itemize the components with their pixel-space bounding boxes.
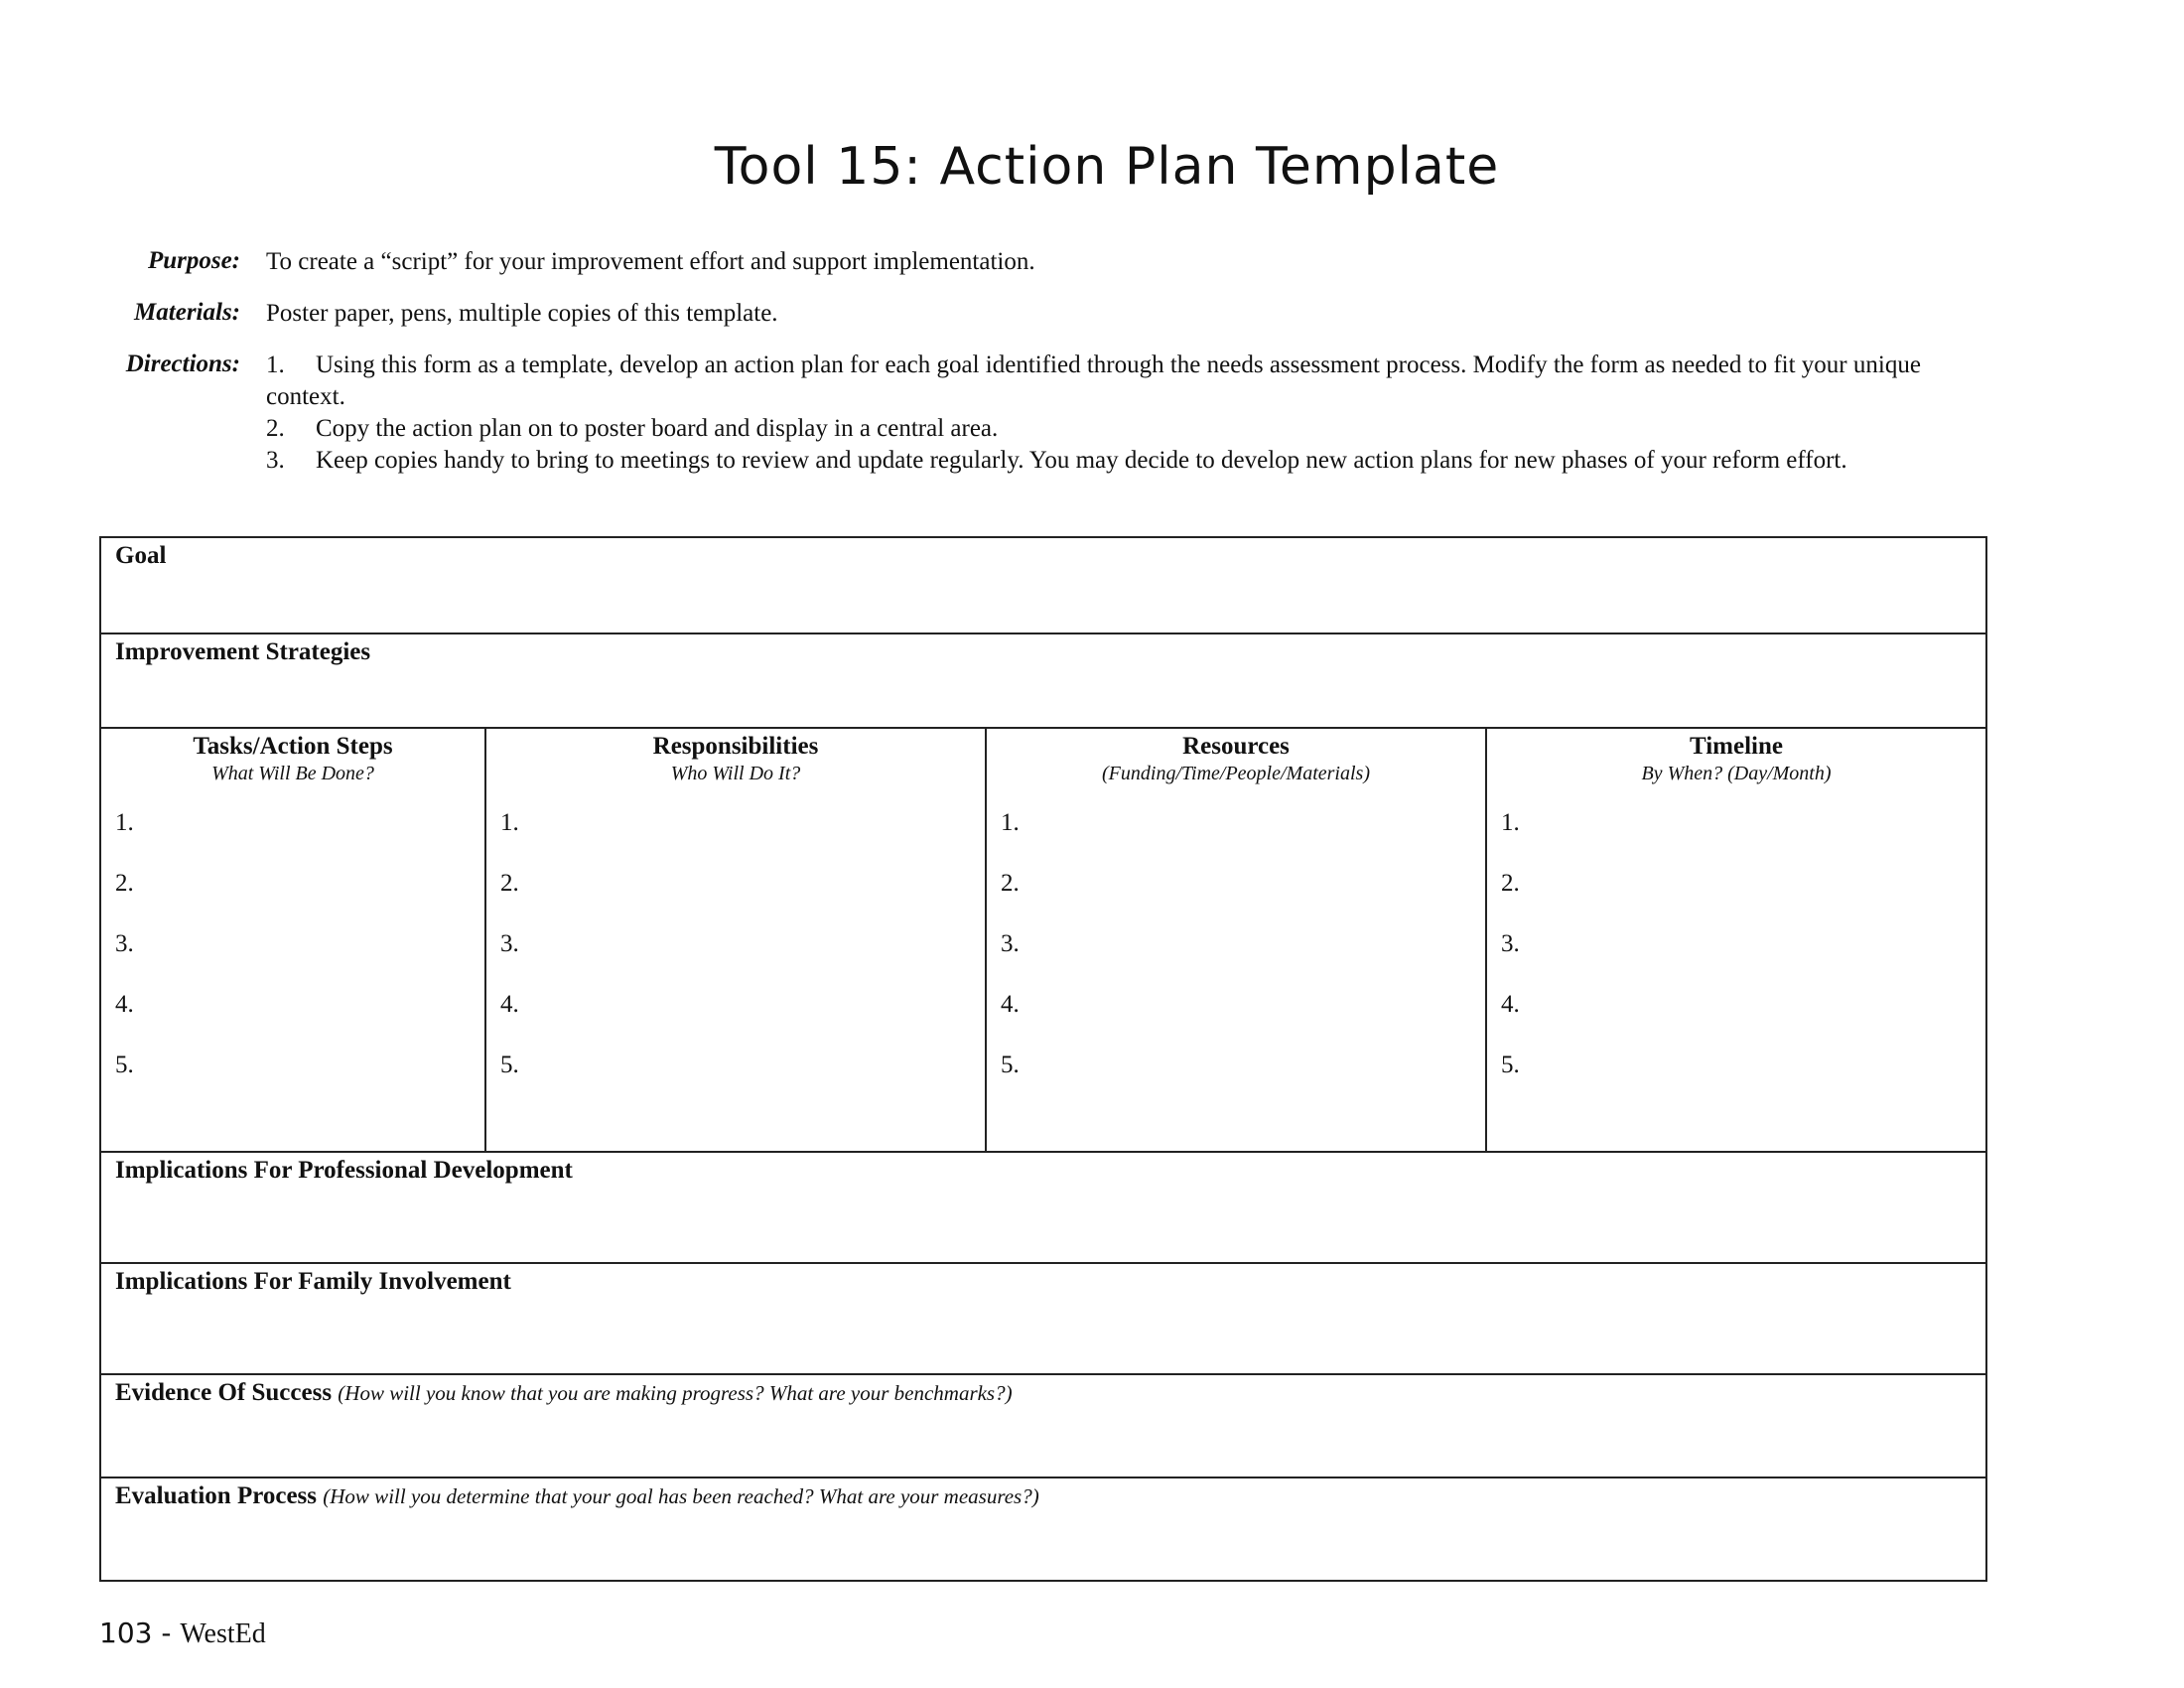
action-steps-table (101, 729, 1985, 1153)
list-item: 1. (1001, 809, 1020, 836)
list-item: 5. (500, 1052, 519, 1078)
evaluation-title: Evaluation Process (115, 1482, 318, 1509)
purpose-label: Purpose: (147, 247, 240, 274)
list-item: 3. (115, 930, 134, 957)
resources-list (987, 809, 1485, 1112)
responsibilities-column[interactable] (486, 729, 987, 1151)
evaluation-process-label (115, 1482, 1039, 1510)
directions-row (0, 350, 1985, 477)
publisher-name: WestEd (180, 1618, 266, 1649)
list-item: 5. (1501, 1052, 1520, 1078)
professional-development-label: Implications For Professional Development (115, 1157, 573, 1184)
list-item: 4. (500, 991, 519, 1018)
direction-item (266, 350, 1944, 413)
direction-number: 3. (266, 447, 285, 474)
list-item: 5. (1001, 1052, 1020, 1078)
list-item: 1. (115, 809, 134, 836)
instructions (0, 246, 1985, 496)
improvement-strategies-label: Improvement Strategies (115, 638, 371, 665)
materials-text: Poster paper, pens, multiple copies of this template. (266, 300, 778, 327)
list-item: 3. (1001, 930, 1020, 957)
list-item: 5. (115, 1052, 134, 1078)
list-item: 1. (500, 809, 519, 836)
family-involvement-label: Implications For Family Involvement (115, 1268, 511, 1295)
evidence-title: Evidence Of Success (115, 1379, 333, 1406)
purpose-text: To create a “script” for your improvement effort and support implementation. (266, 248, 1035, 275)
timeline-subheading: By When? (Day/Month) (1641, 763, 1832, 784)
timeline-list (1487, 809, 1985, 1112)
evaluation-hint: (How will you determine that your goal has been reached? What are your measures?) (323, 1484, 1039, 1508)
action-plan-form (99, 536, 1987, 1582)
timeline-column[interactable] (1487, 729, 1985, 1151)
page-number: 103 (99, 1617, 153, 1649)
list-item: 3. (500, 930, 519, 957)
resources-subheading: (Funding/Time/People/Materials) (1102, 763, 1370, 784)
direction-text: Keep copies handy to bring to meetings to review and update regularly. You may decide to develop new action plans for new phases of your reform effort. (316, 447, 1847, 474)
direction-text: Using this form as a template, develop an action plan for each goal identified through the needs assessment process. Modify the form as needed to fit your unique context. (266, 352, 1921, 410)
direction-number: 1. (266, 352, 285, 378)
page-footer (99, 1617, 266, 1650)
evidence-of-success-label (115, 1379, 1013, 1407)
responsibilities-subheading: Who Will Do It? (670, 763, 801, 784)
list-item: 2. (1501, 870, 1520, 897)
directions-list (266, 350, 1944, 477)
page-title: Tool 15: Action Plan Template (714, 137, 1500, 197)
tasks-column[interactable] (101, 729, 486, 1151)
timeline-heading: Timeline (1690, 733, 1783, 760)
materials-row (0, 298, 1985, 330)
tasks-list (101, 809, 484, 1112)
professional-development-field[interactable] (101, 1153, 1985, 1264)
resources-heading: Resources (1182, 733, 1290, 760)
evidence-of-success-field[interactable] (101, 1375, 1985, 1478)
footer-separator: - (152, 1617, 181, 1649)
evaluation-process-field[interactable] (101, 1478, 1985, 1580)
list-item: 2. (1001, 870, 1020, 897)
resources-column[interactable] (987, 729, 1487, 1151)
direction-number: 2. (266, 415, 285, 442)
evidence-hint: (How will you know that you are making progress? What are your benchmarks?) (338, 1381, 1013, 1405)
list-item: 2. (115, 870, 134, 897)
tasks-heading: Tasks/Action Steps (193, 733, 393, 760)
responsibilities-heading: Responsibilities (652, 733, 819, 760)
list-item: 4. (1001, 991, 1020, 1018)
improvement-strategies-field[interactable] (101, 634, 1985, 729)
tasks-subheading: What Will Be Done? (211, 763, 374, 784)
responsibilities-list (486, 809, 985, 1112)
direction-item (266, 445, 1944, 477)
list-item: 4. (1501, 991, 1520, 1018)
purpose-row (0, 246, 1985, 278)
list-item: 2. (500, 870, 519, 897)
list-item: 4. (115, 991, 134, 1018)
goal-label: Goal (115, 542, 167, 569)
materials-label: Materials: (134, 299, 240, 326)
goal-field[interactable] (101, 538, 1985, 634)
directions-label: Directions: (125, 351, 240, 377)
family-involvement-field[interactable] (101, 1264, 1985, 1375)
list-item: 3. (1501, 930, 1520, 957)
direction-text: Copy the action plan on to poster board and display in a central area. (316, 415, 999, 442)
direction-item (266, 413, 1944, 445)
list-item: 1. (1501, 809, 1520, 836)
